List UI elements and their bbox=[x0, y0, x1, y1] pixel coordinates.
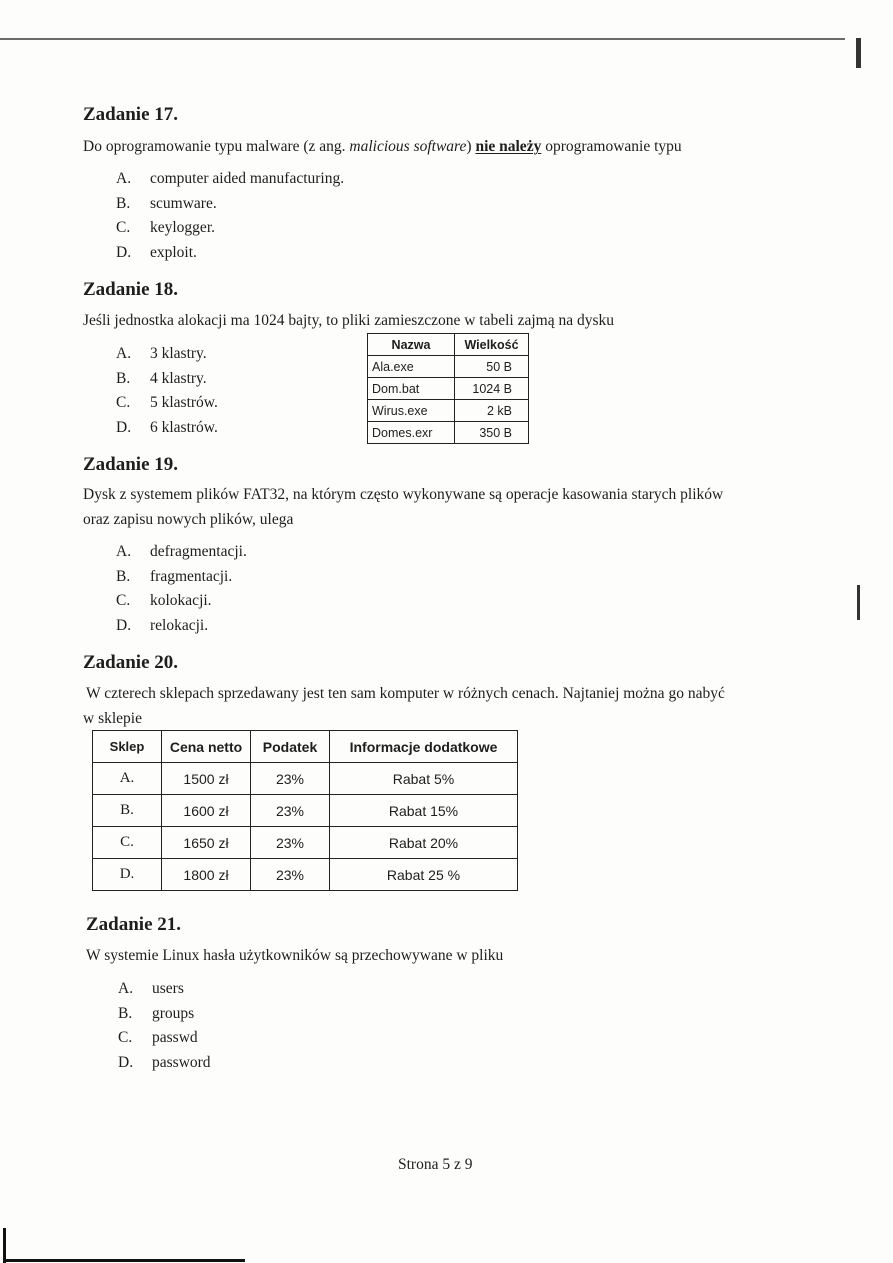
option-text: passwd bbox=[152, 1029, 198, 1046]
table-row bbox=[93, 827, 518, 859]
z18-options bbox=[116, 342, 218, 440]
option-letter: A. bbox=[116, 345, 132, 362]
cell-size: 1024 B bbox=[455, 378, 529, 400]
cell-cena: 1600 zł bbox=[162, 795, 251, 827]
cell-podatek: 23% bbox=[251, 795, 330, 827]
header-sklep: Sklep bbox=[93, 731, 162, 763]
scan-bottom-corner-v bbox=[3, 1228, 6, 1263]
z19-options bbox=[116, 540, 247, 638]
option-text: 5 klastrów. bbox=[150, 394, 218, 411]
option-text: kolokacji. bbox=[150, 592, 212, 609]
option-letter: D. bbox=[116, 616, 132, 634]
table-row bbox=[93, 795, 518, 827]
table-row bbox=[368, 400, 529, 422]
table-row bbox=[368, 356, 529, 378]
z18-option-b[interactable] bbox=[116, 367, 218, 392]
option-letter: D. bbox=[116, 243, 132, 261]
cell-sklep: A. bbox=[93, 763, 162, 795]
option-letter: C. bbox=[116, 592, 131, 609]
z21-options bbox=[118, 977, 211, 1075]
page-number: Strona 5 z 9 bbox=[398, 1156, 473, 1173]
option-text: 3 klastry. bbox=[150, 345, 207, 362]
z17-option-a[interactable] bbox=[116, 167, 344, 192]
cell-sklep: C. bbox=[93, 827, 162, 859]
option-text: keylogger. bbox=[150, 219, 215, 236]
z17-option-d[interactable] bbox=[116, 241, 344, 266]
z18-option-c[interactable] bbox=[116, 391, 218, 416]
option-letter: B. bbox=[116, 369, 131, 387]
option-text: users bbox=[152, 980, 184, 997]
table-row bbox=[93, 859, 518, 891]
option-text: groups bbox=[152, 1004, 195, 1022]
cell-cena: 1500 zł bbox=[162, 763, 251, 795]
z20-price-table bbox=[92, 730, 518, 891]
z17-q-post: oprogramowanie typu bbox=[541, 138, 682, 155]
cell-name: Ala.exe bbox=[368, 356, 455, 378]
cell-info: Rabat 15% bbox=[330, 795, 518, 827]
z17-option-c[interactable] bbox=[116, 216, 344, 241]
header-podatek: Podatek bbox=[251, 731, 330, 763]
z17-option-b[interactable] bbox=[116, 192, 344, 217]
option-letter: B. bbox=[118, 1004, 133, 1022]
cell-info: Rabat 20% bbox=[330, 827, 518, 859]
option-letter: A. bbox=[116, 170, 132, 187]
cell-cena: 1800 zł bbox=[162, 859, 251, 891]
option-text: 6 klastrów. bbox=[150, 418, 218, 436]
header-cena-netto: Cena netto bbox=[162, 731, 251, 763]
z19-question-line1: Dysk z systemem plików FAT32, na którym często wykonywane są operacje kasowania starych plików bbox=[83, 486, 724, 503]
z20-question-line1: W czterech sklepach sprzedawany jest ten sam komputer w różnych cenach. Najtaniej można go nabyć bbox=[86, 685, 725, 702]
z19-title: Zadanie 19. bbox=[83, 454, 179, 475]
z19-question-line2: oraz zapisu nowych plików, ulega bbox=[83, 511, 294, 528]
cell-name: Wirus.exe bbox=[368, 400, 455, 422]
cell-podatek: 23% bbox=[251, 827, 330, 859]
header-informacje: Informacje dodatkowe bbox=[330, 731, 518, 763]
cell-podatek: 23% bbox=[251, 763, 330, 795]
option-text: exploit. bbox=[150, 243, 197, 261]
cell-name: Domes.exr bbox=[368, 422, 455, 444]
z17-q-bold: nie należy bbox=[475, 138, 542, 155]
z19-option-a[interactable] bbox=[116, 540, 247, 565]
option-text: defragmentacji. bbox=[150, 543, 247, 560]
table-row bbox=[368, 378, 529, 400]
table-header-row bbox=[368, 334, 529, 356]
z21-option-c[interactable] bbox=[118, 1026, 211, 1051]
option-letter: D. bbox=[118, 1053, 134, 1071]
option-text: 4 klastry. bbox=[150, 369, 207, 387]
table-row bbox=[368, 422, 529, 444]
option-letter: B. bbox=[116, 567, 131, 585]
z17-q-pre: Do oprogramowanie typu malware (z ang. bbox=[83, 138, 350, 155]
header-wielkosc: Wielkość bbox=[455, 334, 529, 356]
z20-title: Zadanie 20. bbox=[83, 652, 179, 673]
header-nazwa: Nazwa bbox=[368, 334, 455, 356]
option-letter: B. bbox=[116, 194, 131, 212]
table-header-row bbox=[93, 731, 518, 763]
z21-option-a[interactable] bbox=[118, 977, 211, 1002]
option-text: password bbox=[152, 1053, 211, 1071]
option-text: relokacji. bbox=[150, 616, 209, 634]
z19-option-c[interactable] bbox=[116, 589, 247, 614]
z17-title: Zadanie 17. bbox=[83, 104, 179, 125]
option-letter: A. bbox=[118, 980, 134, 997]
option-letter: A. bbox=[116, 543, 132, 560]
z21-option-d[interactable] bbox=[118, 1051, 211, 1076]
z19-option-b[interactable] bbox=[116, 565, 247, 590]
cell-info: Rabat 25 % bbox=[330, 859, 518, 891]
z18-option-d[interactable] bbox=[116, 416, 218, 441]
z18-title: Zadanie 18. bbox=[83, 279, 179, 300]
option-text: scumware. bbox=[150, 194, 217, 212]
option-letter: C. bbox=[116, 219, 131, 236]
z20-question-line2: w sklepie bbox=[83, 710, 142, 727]
cell-size: 50 B bbox=[455, 356, 529, 378]
cell-size: 2 kB bbox=[455, 400, 529, 422]
z17-q-italic: malicious software bbox=[349, 138, 467, 155]
scan-bottom-corner-h bbox=[3, 1259, 245, 1262]
table-row bbox=[93, 763, 518, 795]
cell-size: 350 B bbox=[455, 422, 529, 444]
z17-q-mid: ) bbox=[466, 138, 476, 155]
z18-file-table bbox=[367, 333, 529, 444]
cell-name: Dom.bat bbox=[368, 378, 455, 400]
z18-option-a[interactable] bbox=[116, 342, 218, 367]
cell-sklep: D. bbox=[93, 859, 162, 891]
scan-right-mark bbox=[856, 38, 861, 68]
cell-cena: 1650 zł bbox=[162, 827, 251, 859]
option-letter: C. bbox=[116, 394, 131, 411]
z21-option-b[interactable] bbox=[118, 1002, 211, 1027]
cell-podatek: 23% bbox=[251, 859, 330, 891]
option-letter: C. bbox=[118, 1029, 133, 1046]
z19-option-d[interactable] bbox=[116, 614, 247, 639]
option-text: computer aided manufacturing. bbox=[150, 170, 345, 187]
cell-info: Rabat 5% bbox=[330, 763, 518, 795]
z17-question bbox=[83, 134, 682, 159]
option-letter: D. bbox=[116, 418, 132, 436]
z21-question: W systemie Linux hasła użytkowników są przechowywane w pliku bbox=[86, 947, 504, 964]
z21-title: Zadanie 21. bbox=[86, 914, 182, 935]
option-text: fragmentacji. bbox=[150, 567, 233, 585]
cell-sklep: B. bbox=[93, 795, 162, 827]
scan-top-line bbox=[0, 38, 845, 40]
scan-right-mark-2 bbox=[857, 585, 860, 620]
z17-options bbox=[116, 167, 344, 265]
z18-question: Jeśli jednostka alokacji ma 1024 bajty, to pliki zamieszczone w tabeli zajmą na dysku bbox=[83, 312, 615, 329]
